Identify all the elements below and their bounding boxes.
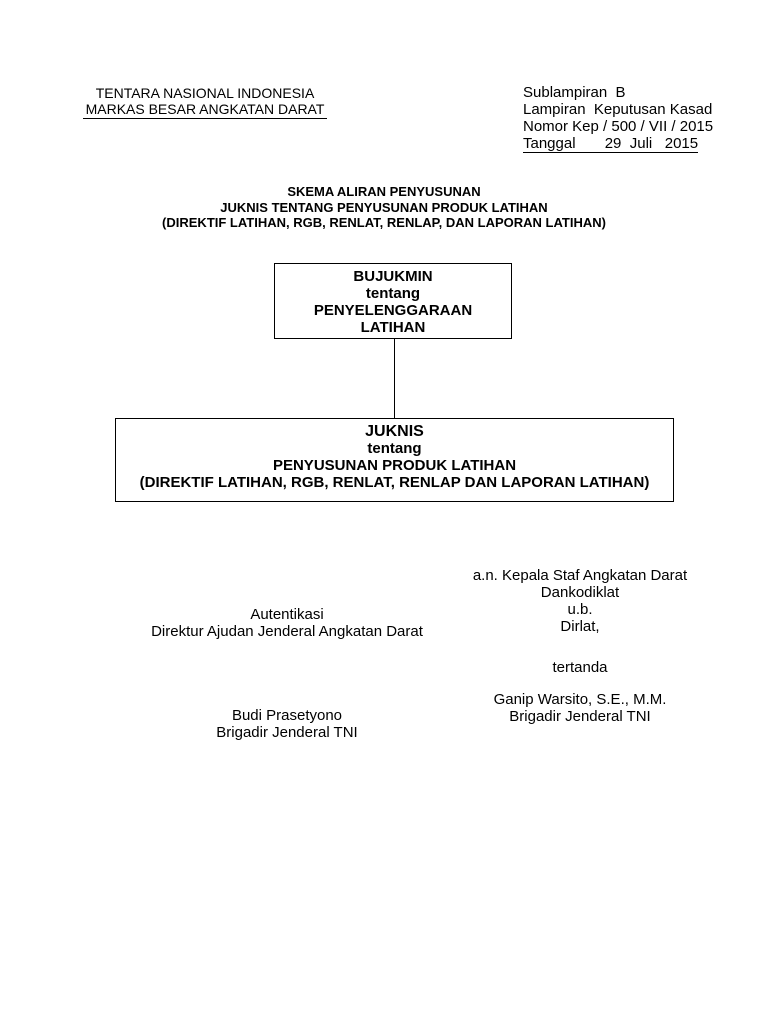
signer-right-name: Ganip Warsito, S.E., M.M.: [493, 691, 667, 708]
ub-label: u.b.: [567, 601, 593, 618]
juknis-subject-detail: (DIREKTIF LATIHAN, RGB, RENLAT, RENLAP DAN LAPORAN LATIHAN): [139, 474, 650, 491]
signer-left-rank: Brigadir Jenderal TNI: [216, 724, 358, 741]
bujukmin-tentang: tentang: [365, 285, 421, 302]
decree-number: Nomor Kep / 500 / VII / 2015: [523, 118, 714, 135]
on-behalf-label: a.n. Kepala Staf Angkatan Darat: [472, 567, 688, 584]
dankodiklat-label: Dankodiklat: [540, 584, 620, 601]
juknis-title: JUKNIS: [365, 423, 424, 440]
org-name-line2: MARKAS BESAR ANGKATAN DARAT: [83, 101, 327, 119]
sublampiran-label: Sublampiran B: [523, 84, 626, 101]
juknis-tentang: tentang: [367, 440, 422, 457]
attachment-reference: [523, 84, 723, 153]
document-title: [0, 184, 768, 231]
lampiran-label: Lampiran Keputusan Kasad: [523, 101, 713, 118]
dirlat-label: Dirlat,: [560, 618, 600, 635]
authenticator-position: Direktur Ajudan Jenderal Angkatan Darat: [151, 623, 423, 640]
authentication-label: Autentikasi: [250, 606, 324, 623]
bujukmin-title: BUJUKMIN: [353, 268, 433, 285]
bujukmin-subject-2: LATIHAN: [360, 319, 426, 336]
bujukmin-subject-1: PENYELENGGARAAN: [313, 302, 473, 319]
authentication-block: [137, 606, 437, 640]
juknis-box: [115, 418, 674, 502]
juknis-subject: PENYUSUNAN PRODUK LATIHAN: [272, 457, 517, 474]
org-name-line1: TENTARA NASIONAL INDONESIA: [95, 85, 315, 101]
title-line2: JUKNIS TENTANG PENYUSUNAN PRODUK LATIHAN: [220, 199, 548, 215]
signer-right-rank: Brigadir Jenderal TNI: [509, 708, 651, 725]
signed-mark: tertanda: [552, 659, 608, 676]
title-line3: (DIREKTIF LATIHAN, RGB, RENLAT, RENLAP, DAN LAPORAN LATIHAN): [162, 215, 606, 230]
bujukmin-box: [274, 263, 512, 339]
signer-left: [137, 707, 437, 741]
signature-block-right: [430, 567, 730, 635]
signer-left-name: Budi Prasetyono: [231, 707, 343, 724]
flow-connector-line: [394, 339, 395, 418]
signer-right: [430, 691, 730, 725]
title-line1: SKEMA ALIRAN PENYUSUNAN: [287, 184, 481, 199]
decree-date: Tanggal 29 Juli 2015: [523, 135, 699, 152]
organization-header: [83, 85, 327, 119]
